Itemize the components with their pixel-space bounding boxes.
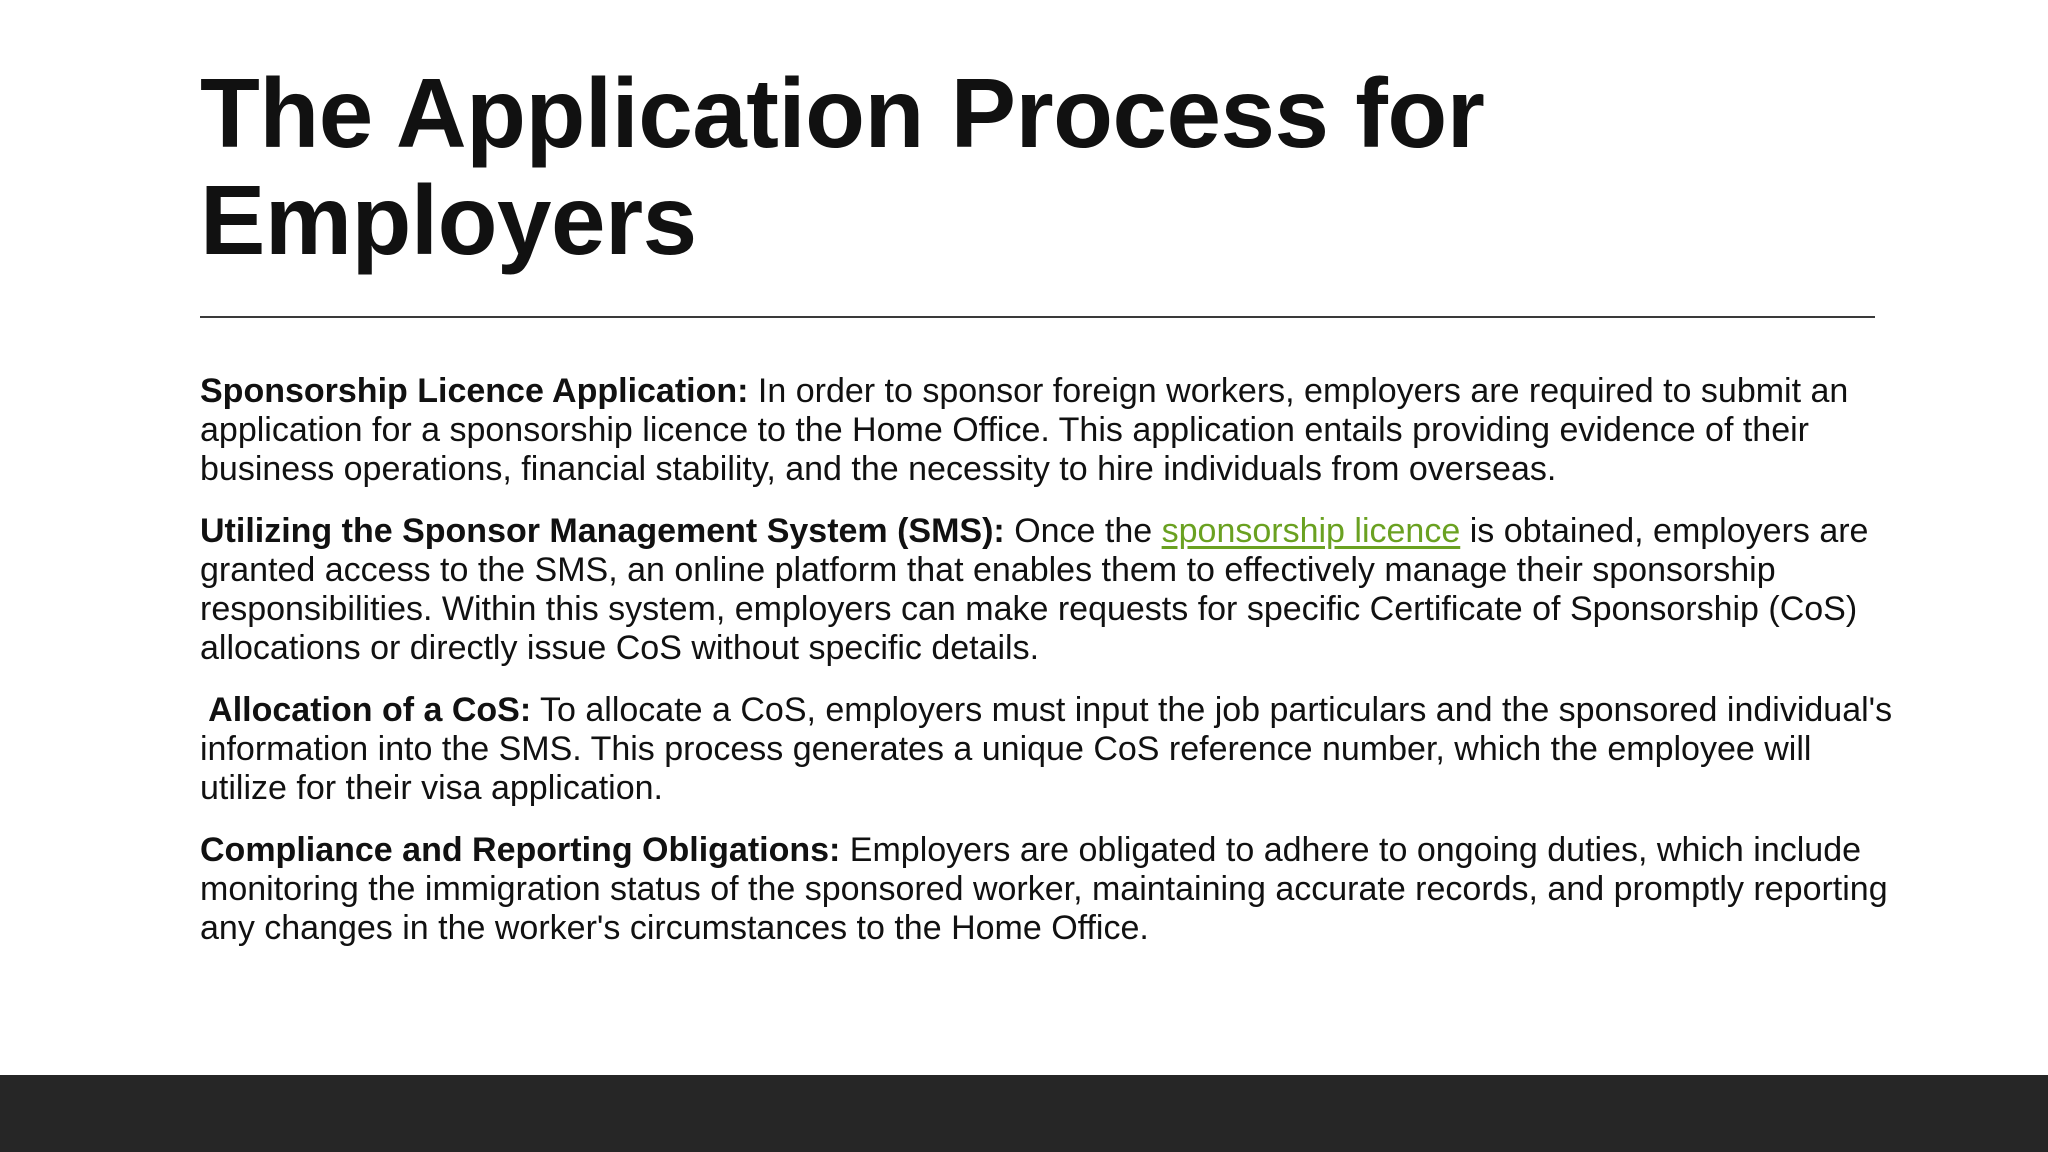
paragraph-text-after-link: is obtained, employers are granted access to the SMS, an online platform that enables them to effectively manage their sponsorship responsibilities. Within this system, employers can make requests for specific Certificate of Sponsorship (CoS) allocations or directly issue CoS without specific details. bbox=[200, 512, 1869, 667]
paragraph-compliance-and-reporting bbox=[200, 831, 1900, 948]
slide-body bbox=[200, 372, 1900, 971]
title-divider bbox=[200, 316, 1875, 318]
paragraph-text-before-link: Once the bbox=[1004, 512, 1162, 550]
footer-bar bbox=[0, 1075, 2048, 1152]
paragraph-heading: Compliance and Reporting Obligations: bbox=[200, 831, 841, 869]
paragraph-allocation-of-cos bbox=[200, 691, 1900, 808]
paragraph-text: In order to sponsor foreign workers, employers are required to submit an application for a sponsorship licence to the Home Office. This application entails providing evidence of their business operations, financial stability, and the necessity to hire individuals from overseas. bbox=[200, 372, 1849, 488]
paragraph-heading: Sponsorship Licence Application: bbox=[200, 372, 749, 410]
sponsorship-licence-link[interactable]: sponsorship licence bbox=[1161, 512, 1461, 550]
slide-title-line-1: The Application Process for bbox=[200, 58, 1485, 168]
paragraph-heading: Utilizing the Sponsor Management System (SMS): bbox=[200, 512, 1005, 550]
paragraph-heading: Allocation of a CoS: bbox=[200, 691, 532, 729]
paragraph-text: To allocate a CoS, employers must input the job particulars and the sponsored individual's information into the SMS. This process generates a unique CoS reference number, which the employee will utilize for their visa application. bbox=[200, 691, 1893, 807]
slide-title-line-2: Employers bbox=[200, 165, 697, 275]
paragraph-sponsor-management-system bbox=[200, 512, 1900, 668]
slide-title bbox=[200, 60, 1900, 274]
paragraph-sponsorship-licence-application bbox=[200, 372, 1900, 489]
paragraph-text: Employers are obligated to adhere to ongoing duties, which include monitoring the immigration status of the sponsored worker, maintaining accurate records, and promptly reporting any changes in the worker's circumstances to the Home Office. bbox=[200, 831, 1888, 947]
